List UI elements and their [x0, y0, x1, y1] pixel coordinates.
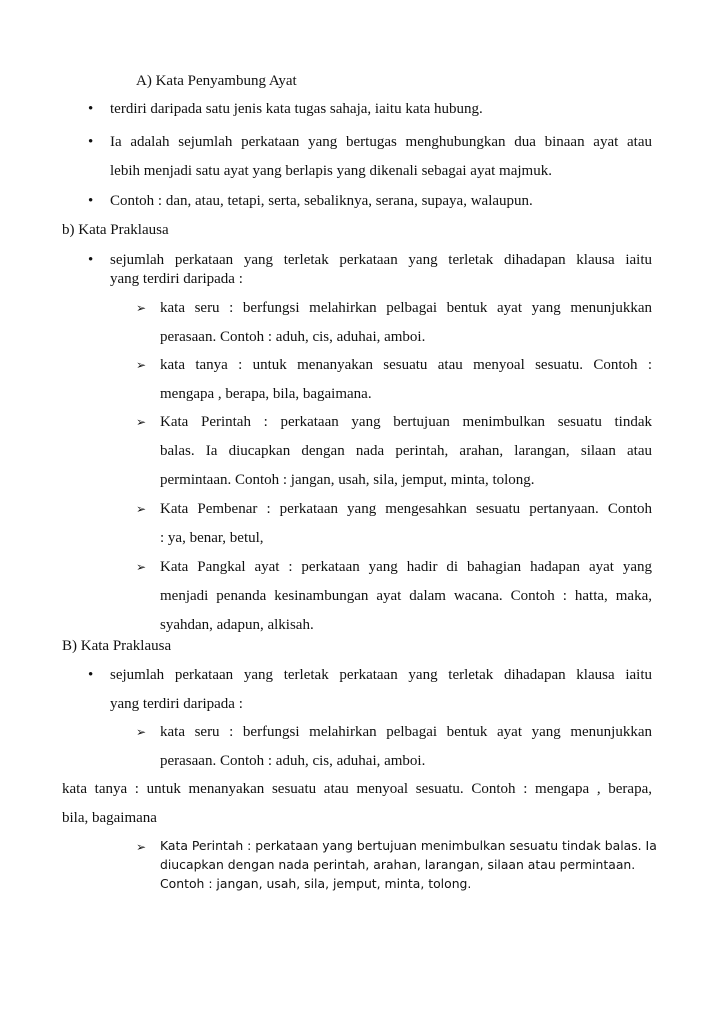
paragraph-text-cont: bila, bagaimana	[62, 810, 157, 826]
list-item-text-sans-cont: diucapkan dengan nada perintah, arahan, larangan, silaan atau permintaan.	[160, 857, 636, 872]
list-item-text-cont: menjadi penanda kesinambungan ayat dalam wacana. Contoh : hatta, maka,	[160, 588, 652, 604]
bullet-text: sejumlah perkataan yang terletak perkataan yang terletak dihadapan klausa iaitu	[110, 667, 652, 683]
list-item-text-sans-cont: Contoh : jangan, usah, sila, jemput, minta, tolong.	[160, 876, 472, 891]
bullet-icon: •	[88, 101, 94, 117]
list-item-text-cont: perasaan. Contoh : aduh, cis, aduhai, amboi.	[160, 329, 426, 345]
list-item-text-cont: syahdan, adapun, alkisah.	[160, 617, 314, 633]
bullet-text-cont: lebih menjadi satu ayat yang berlapis yang dikenali sebagai ayat majmuk.	[110, 163, 552, 179]
bullet-text: Ia adalah sejumlah perkataan yang bertugas menghubungkan dua binaan ayat atau	[110, 134, 652, 150]
arrow-bullet-icon: ➢	[136, 415, 147, 429]
list-item-text: Kata Pembenar : perkataan yang mengesahkan sesuatu pertanyaan. Contoh	[160, 501, 652, 517]
arrow-bullet-icon: ➢	[136, 301, 147, 315]
bullet-icon: •	[88, 252, 94, 268]
arrow-bullet-icon: ➢	[136, 840, 147, 854]
list-item-text: Kata Perintah : perkataan yang bertujuan menimbulkan sesuatu tindak	[160, 414, 652, 430]
list-item-text: Kata Pangkal ayat : perkataan yang hadir di bahagian hadapan ayat yang	[160, 559, 652, 575]
list-item-text-cont: permintaan. Contoh : jangan, usah, sila, jemput, minta, tolong.	[160, 472, 535, 488]
arrow-bullet-icon: ➢	[136, 358, 147, 372]
bullet-icon: •	[88, 667, 94, 683]
bullet-icon: •	[88, 134, 94, 150]
arrow-bullet-icon: ➢	[136, 502, 147, 516]
bullet-icon: •	[88, 193, 94, 209]
bullet-text: sejumlah perkataan yang terletak perkataan yang terletak dihadapan klausa iaitu	[110, 252, 652, 268]
bullet-text: Contoh : dan, atau, tetapi, serta, sebaliknya, serana, supaya, walaupun.	[110, 193, 533, 209]
arrow-bullet-icon: ➢	[136, 560, 147, 574]
list-item-text-cont: perasaan. Contoh : aduh, cis, aduhai, amboi.	[160, 753, 426, 769]
section-b-heading: b) Kata Praklausa	[62, 222, 169, 238]
list-item-text-sans: Kata Perintah : perkataan yang bertujuan menimbulkan sesuatu tindak balas. Ia	[160, 838, 657, 853]
list-item-text-cont: balas. Ia diucapkan dengan nada perintah, arahan, larangan, silaan atau	[160, 443, 652, 459]
bullet-text-cont: yang terdiri daripada :	[110, 696, 243, 712]
section-b2-heading: B) Kata Praklausa	[62, 638, 172, 654]
list-item-text-cont: : ya, benar, betul,	[160, 530, 264, 546]
list-item-text: kata seru : berfungsi melahirkan pelbagai bentuk ayat yang menunjukkan	[160, 300, 652, 316]
list-item-text: kata seru : berfungsi melahirkan pelbagai bentuk ayat yang menunjukkan	[160, 724, 652, 740]
bullet-text-cont: yang terdiri daripada :	[110, 271, 243, 287]
list-item-text: kata tanya : untuk menanyakan sesuatu atau menyoal sesuatu. Contoh :	[160, 357, 652, 373]
list-item-text-cont: mengapa , berapa, bila, bagaimana.	[160, 386, 372, 402]
section-a-heading: A) Kata Penyambung Ayat	[136, 73, 297, 89]
bullet-text: terdiri daripada satu jenis kata tugas sahaja, iaitu kata hubung.	[110, 101, 483, 117]
arrow-bullet-icon: ➢	[136, 725, 147, 739]
paragraph-text: kata tanya : untuk menanyakan sesuatu atau menyoal sesuatu. Contoh : mengapa , berapa,	[62, 781, 652, 797]
